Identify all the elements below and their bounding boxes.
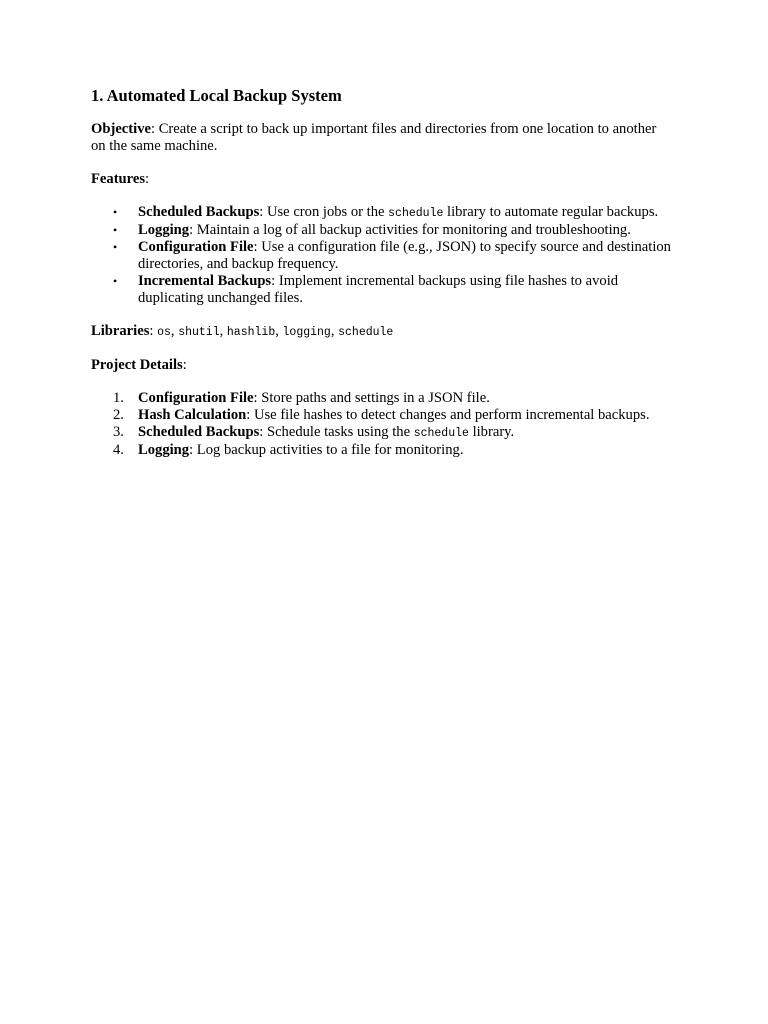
detail-code: schedule	[413, 427, 469, 440]
document-title: 1. Automated Local Backup System	[91, 86, 342, 105]
detail-text: : Schedule tasks using the	[259, 424, 414, 440]
library-name: os	[157, 326, 171, 339]
detail-text: : Store paths and settings in a JSON file.	[253, 390, 490, 406]
library-comma: ,	[275, 323, 283, 339]
detail-text: : Use file hashes to detect changes and perform incremental backups.	[246, 407, 650, 423]
project-details-list	[91, 390, 671, 459]
project-details-heading	[91, 357, 671, 374]
list-number: 3.	[113, 424, 124, 440]
feature-text: : Implement incremental backups using file hashes to avoid duplicating unchanged files.	[138, 273, 619, 306]
library-comma: ,	[219, 323, 227, 339]
list-item	[91, 407, 671, 424]
objective-text: Create a script to back up important files and directories from one location to another on the same machine.	[91, 121, 657, 154]
objective-paragraph	[91, 121, 671, 155]
feature-text: : Maintain a log of all backup activities for monitoring and troubleshooting.	[189, 222, 631, 238]
libraries-paragraph	[91, 323, 671, 341]
features-list	[91, 204, 671, 307]
library-name: logging	[282, 326, 331, 339]
list-number: 1.	[113, 390, 124, 406]
project-details-label: Project Details	[91, 357, 183, 373]
list-item	[91, 239, 671, 273]
detail-term: Hash Calculation	[138, 407, 247, 423]
list-item	[91, 273, 671, 307]
feature-code: schedule	[388, 207, 444, 220]
feature-term: Scheduled Backups	[138, 204, 260, 220]
feature-text: : Use a configuration file (e.g., JSON) to specify source and destination directories, and backup frequency.	[138, 239, 671, 272]
detail-term: Logging	[138, 442, 190, 458]
library-name: hashlib	[226, 326, 276, 339]
library-comma: ,	[330, 323, 339, 339]
libraries-separator: :	[149, 323, 158, 339]
list-number: 2.	[113, 407, 124, 423]
list-item	[91, 222, 671, 239]
detail-text: : Log backup activities to a file for monitoring.	[189, 442, 464, 458]
detail-term: Scheduled Backups	[138, 424, 260, 440]
library-name: shutil	[178, 326, 220, 339]
features-heading	[91, 171, 671, 188]
feature-text: : Use cron jobs or the	[259, 204, 389, 220]
library-comma: ,	[170, 323, 179, 339]
features-label: Features	[91, 171, 146, 187]
libraries-label: Libraries	[91, 323, 150, 339]
feature-text: library to automate regular backups.	[443, 204, 659, 220]
objective-separator: :	[150, 121, 159, 137]
detail-text: library.	[468, 424, 515, 440]
feature-term: Incremental Backups	[138, 273, 272, 289]
list-number: 4.	[113, 442, 124, 458]
feature-term: Configuration File	[138, 239, 254, 255]
library-name: schedule	[338, 326, 394, 339]
list-item	[91, 204, 671, 222]
project-details-separator: :	[182, 357, 187, 373]
feature-term: Logging	[138, 222, 190, 238]
features-separator: :	[145, 171, 150, 187]
detail-term: Configuration File	[138, 390, 254, 406]
document-page	[91, 86, 671, 475]
list-item	[91, 390, 671, 407]
bullet-icon: •	[113, 240, 118, 254]
list-item	[91, 424, 671, 442]
bullet-icon: •	[113, 223, 118, 237]
list-item	[91, 442, 671, 459]
bullet-icon: •	[113, 205, 118, 219]
objective-label: Objective	[91, 121, 151, 137]
bullet-icon: •	[113, 274, 118, 288]
